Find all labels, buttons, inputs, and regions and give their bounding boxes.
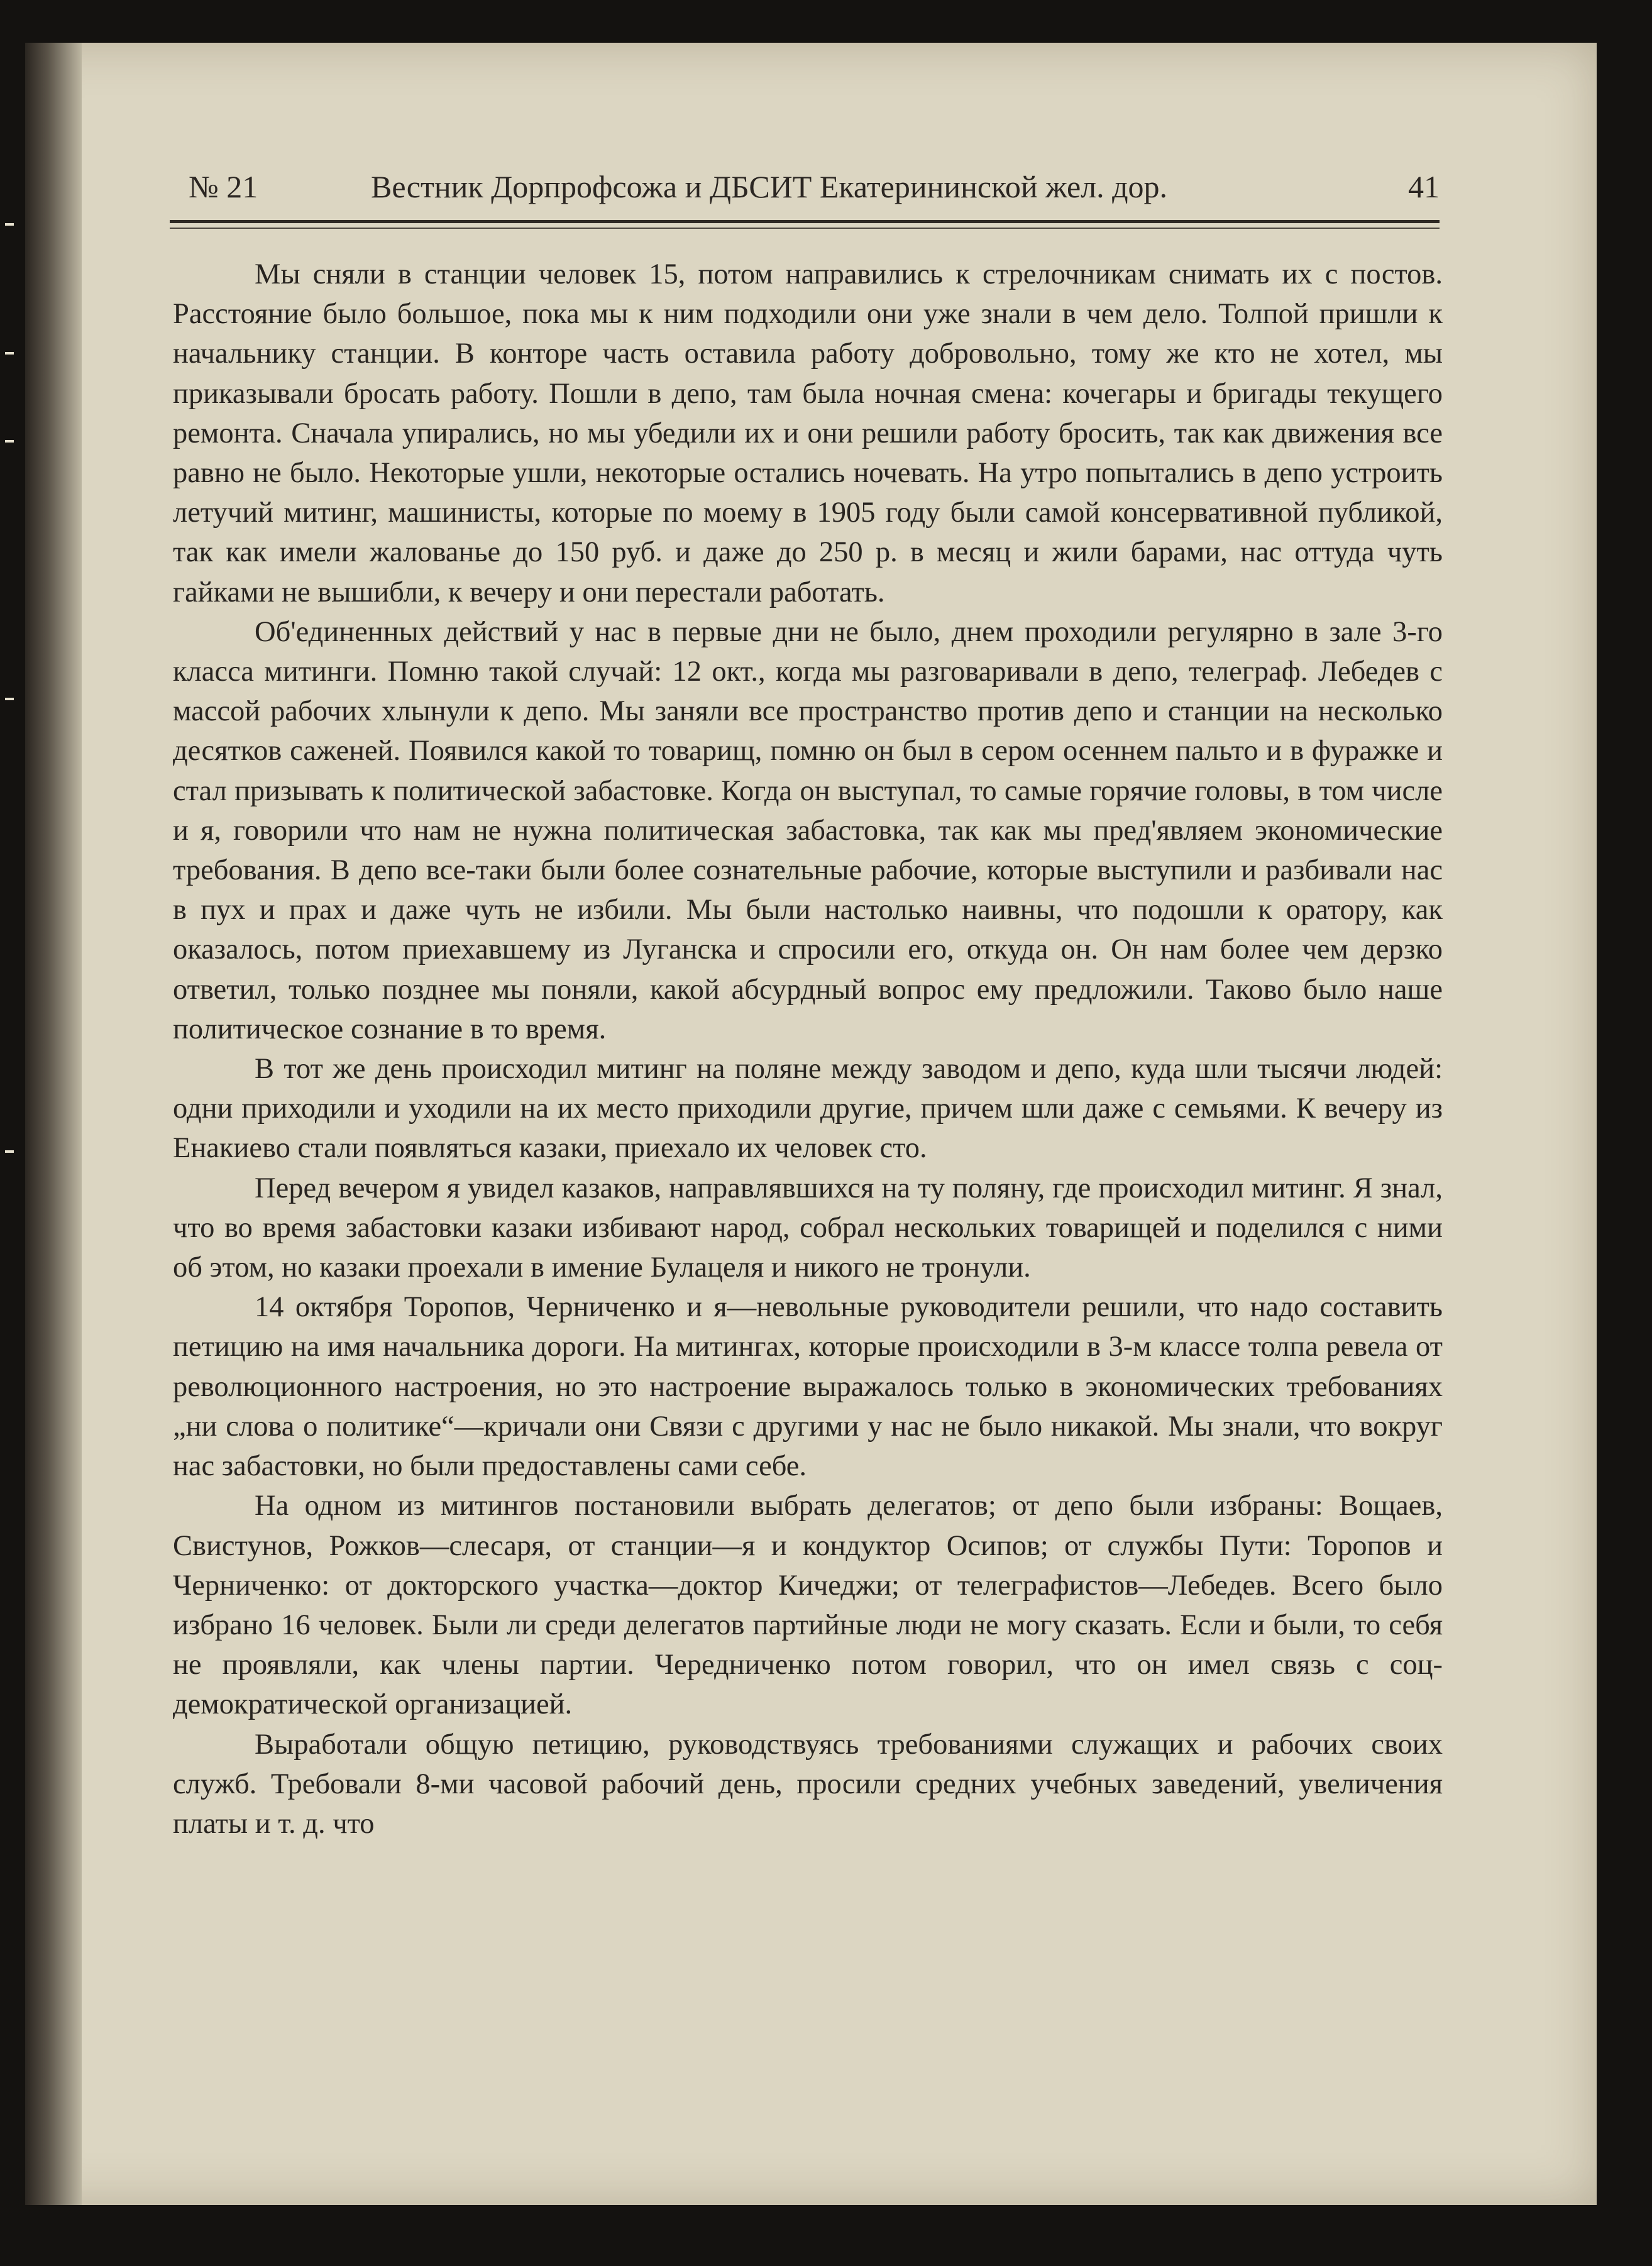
book-spine-shadow: [25, 43, 82, 2205]
running-header: [189, 168, 1440, 219]
paragraph: На одном из митингов постановили выбрать делегатов; от депо были избраны: Вощаев, Свистунов, Рожков—слесаря, от станции—я и кондуктор Осипов; от службы Пути: Торопов и Черниченко: от докторского участка—доктор Кичеджи; от телеграфистов—Лебедев. Всего было избрано 16 человек. Были ли среди делегатов партийные люди не могу сказать. Если и были, то себя не проявляли, как члены партии. Чередниченко потом говорил, что он имел связь с соц-демократической организацией.: [173, 1490, 1443, 1721]
journal-title: Вестник Дорпрофсожа и ДБСИТ Екатерининской жел. дор.: [371, 169, 1168, 204]
margin-mark: [5, 1150, 14, 1153]
issue-number: № 21: [189, 169, 258, 204]
header-rule-thin: [170, 228, 1440, 229]
page-number: 41: [1408, 169, 1440, 204]
paragraph: Выработали общую петицию, руководствуясь требованиями служащих и рабочих своих служб. Требовали 8-ми часовой рабочий день, просили средних учебных заведений, увеличения платы и т. д. что: [173, 1728, 1443, 1840]
paragraph: Мы сняли в станции человек 15, потом направились к стрелочникам снимать их с постов. Расстояние было большое, пока мы к ним подходили они уже знали в чем дело. Толпой пришли к начальнику станции. В конторе часть оставила работу добровольно, тому же кто не хотел, мы приказывали бросать работу. Пошли в депо, там была ночная смена: кочегары и бригады текущего ремонта. Сначала упирались, но мы убедили их и они решили работу бросить, так как движения все равно не было. Некоторые ушли, некоторые остались ночевать. На утро попытались в депо устроить летучий митинг, машинисты, которые по моему в 1905 году были самой консервативной публикой, так как имели жалованье до 150 руб. и даже до 250 р. в месяц и жили барами, нас оттуда чуть гайками не вышибли, к вечеру и они перестали работать.: [173, 258, 1443, 608]
article-body: [173, 255, 1443, 1844]
margin-mark: [5, 223, 14, 226]
paragraph: 14 октября Торопов, Черниченко и я—невольные руководители решили, что надо составить петицию на имя начальника дороги. На митингах, которые происходили в 3-м классе толпа ревела от революционного настроения, но это настроение выражалось только в экономических требованиях „ни слова о политике“—кричали они Связи с другими у нас не было никакой. Мы знали, что вокруг нас забастовки, но были предоставлены сами себе.: [173, 1291, 1443, 1483]
margin-mark: [5, 440, 14, 443]
header-rule-thick: [170, 220, 1440, 223]
left-margin-edge: [0, 0, 25, 2266]
margin-mark: [5, 698, 14, 700]
paragraph: В тот же день происходил митинг на поляне между заводом и депо, куда шли тысячи людей: одни приходили и уходили на их место приходили другие, причем шли даже с семьями. К вечеру из Енакиево стали появляться казаки, приехало их человек сто.: [173, 1053, 1443, 1165]
paragraph: Перед вечером я увидел казаков, направлявшихся на ту поляну, где происходил митинг. Я знал, что во время забастовки казаки избивают народ, собрал нескольких товарищей и поделился с ними об этом, но казаки проехали в имение Булацеля и никого не тронули.: [173, 1172, 1443, 1284]
paragraph: Об'единенных действий у нас в первые дни не было, днем проходили регулярно в зале 3-го класса митинги. Помню такой случай: 12 окт., когда мы разговаривали в депо, телеграф. Лебедев с массой рабочих хлынули к депо. Мы заняли все пространство против депо и станции на несколько десятков саженей. Появился какой то товарищ, помню он был в сером осеннем пальто и в фуражке и стал призывать к политической забастовке. Когда он выступал, то самые горячие головы, в том числе и я, говорили что нам не нужна политическая забастовка, так как мы пред'являем экономические требования. В депо все-таки были более сознательные рабочие, которые выступили и разбивали нас в пух и прах и даже чуть не избили. Мы были настолько наивны, что подошли к оратору, как оказалось, потом приехавшему из Луганска и спросили его, откуда он. Он нам более чем дерзко ответил, только позднее мы поняли, какой абсурдный вопрос ему предложили. Таково было наше политическое сознание в то время.: [173, 615, 1443, 1045]
margin-mark: [5, 352, 14, 355]
